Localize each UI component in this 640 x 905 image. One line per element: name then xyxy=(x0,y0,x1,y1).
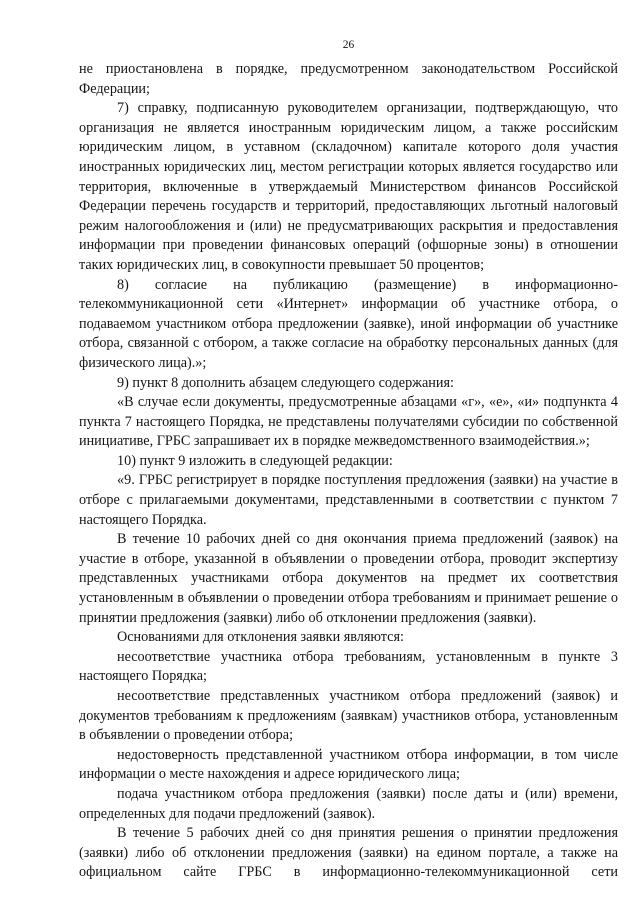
paragraph-item-7: 7) справку, подписанную руководителем организации, подтверждающую, что организация не является иностранным юридическим лицом, а также российским юридическим лицом, в уставном (складочном) капитале которого доля участия иностранных юридических лиц, местом регистрации которых является государство или территория, включенные в утверждаемый Министерством финансов Российской Федерации перечень государств и территорий, предоставляющих льготный налоговый режим налогообложения и (или) не предусматривающих раскрытия и предоставления информации при проведении финансовых операций (офшорные зоны) в отношении таких юридических лиц, в совокупности превышает 50 процентов; xyxy=(79,100,618,273)
page-number: 26 xyxy=(342,39,355,51)
paragraph-clause-9: «9. ГРБС регистрирует в порядке поступления предложения (заявки) на участие в отборе с прилагаемыми документами, представленными в соответствии с пунктом 7 настоящего Порядка. xyxy=(79,472,618,528)
paragraph-item-9: 9) пункт 8 дополнить абзацем следующего содержания: xyxy=(117,374,454,391)
paragraph-continuation: не приостановлена в порядке, предусмотренном законодательством Российской Федерации; xyxy=(79,61,618,97)
paragraph-item-8: 8) согласие на публикацию (размещение) в информационно-телекоммуникационной сети «Интернет» информации об участнике отбора, о подаваемом участником отбора предложении (заявке), иной информации об участнике отбора, связанной с отбором, а также согласие на обработку персональных данных (для физического лица).»; xyxy=(79,276,618,371)
paragraph-item-10: 10) пункт 9 изложить в следующей редакции: xyxy=(117,452,393,469)
paragraph-ground-3: недостоверность представленной участником отбора информации, в том числе информации о месте нахождения и адресе юридического лица; xyxy=(79,746,618,783)
paragraph-rejection-grounds: Основаниями для отклонения заявки являются: xyxy=(117,629,404,646)
paragraph-expertise: В течение 10 рабочих дней со дня окончания приема предложений (заявок) на участие в отборе, указанной в объявлении о проведении отбора, проводит экспертизу представленных участниками отбора документов на предмет их соответствия установленным в объявлении о проведении отбора требованиям и принимает решение о принятии предложения (заявки) либо об отклонении предложения (заявки). xyxy=(79,531,618,626)
paragraph-ground-2: несоответствие представленных участником отбора предложений (заявок) и документов требованиям к предложениям (заявкам) участников отбора, установленным в объявлении о проведении отбора; xyxy=(79,688,618,744)
paragraph-ground-1: несоответствие участника отбора требованиям, установленным в пункте 3 настоящего Порядка; xyxy=(79,648,618,685)
paragraph-ground-4: подача участником отбора предложения (заявки) после даты и (или) времени, определенных для подачи предложений (заявок). xyxy=(79,785,618,822)
paragraph-quote-documents: «В случае если документы, предусмотренные абзацами «г», «е», «и» подпункта 4 пункта 7 настоящего Порядка, не представлены получателями субсидии по собственной инициативе, ГРБС запрашивает их в порядке межведомственного взаимодействия.»; xyxy=(79,394,618,450)
paragraph-publication: В течение 5 рабочих дней со дня принятия решения о принятии предложения (заявки) либо об отклонении предложения (заявки) на едином портале, а также на официальном сайте ГРБС в информационно-телекоммуникационной сети xyxy=(79,825,618,881)
